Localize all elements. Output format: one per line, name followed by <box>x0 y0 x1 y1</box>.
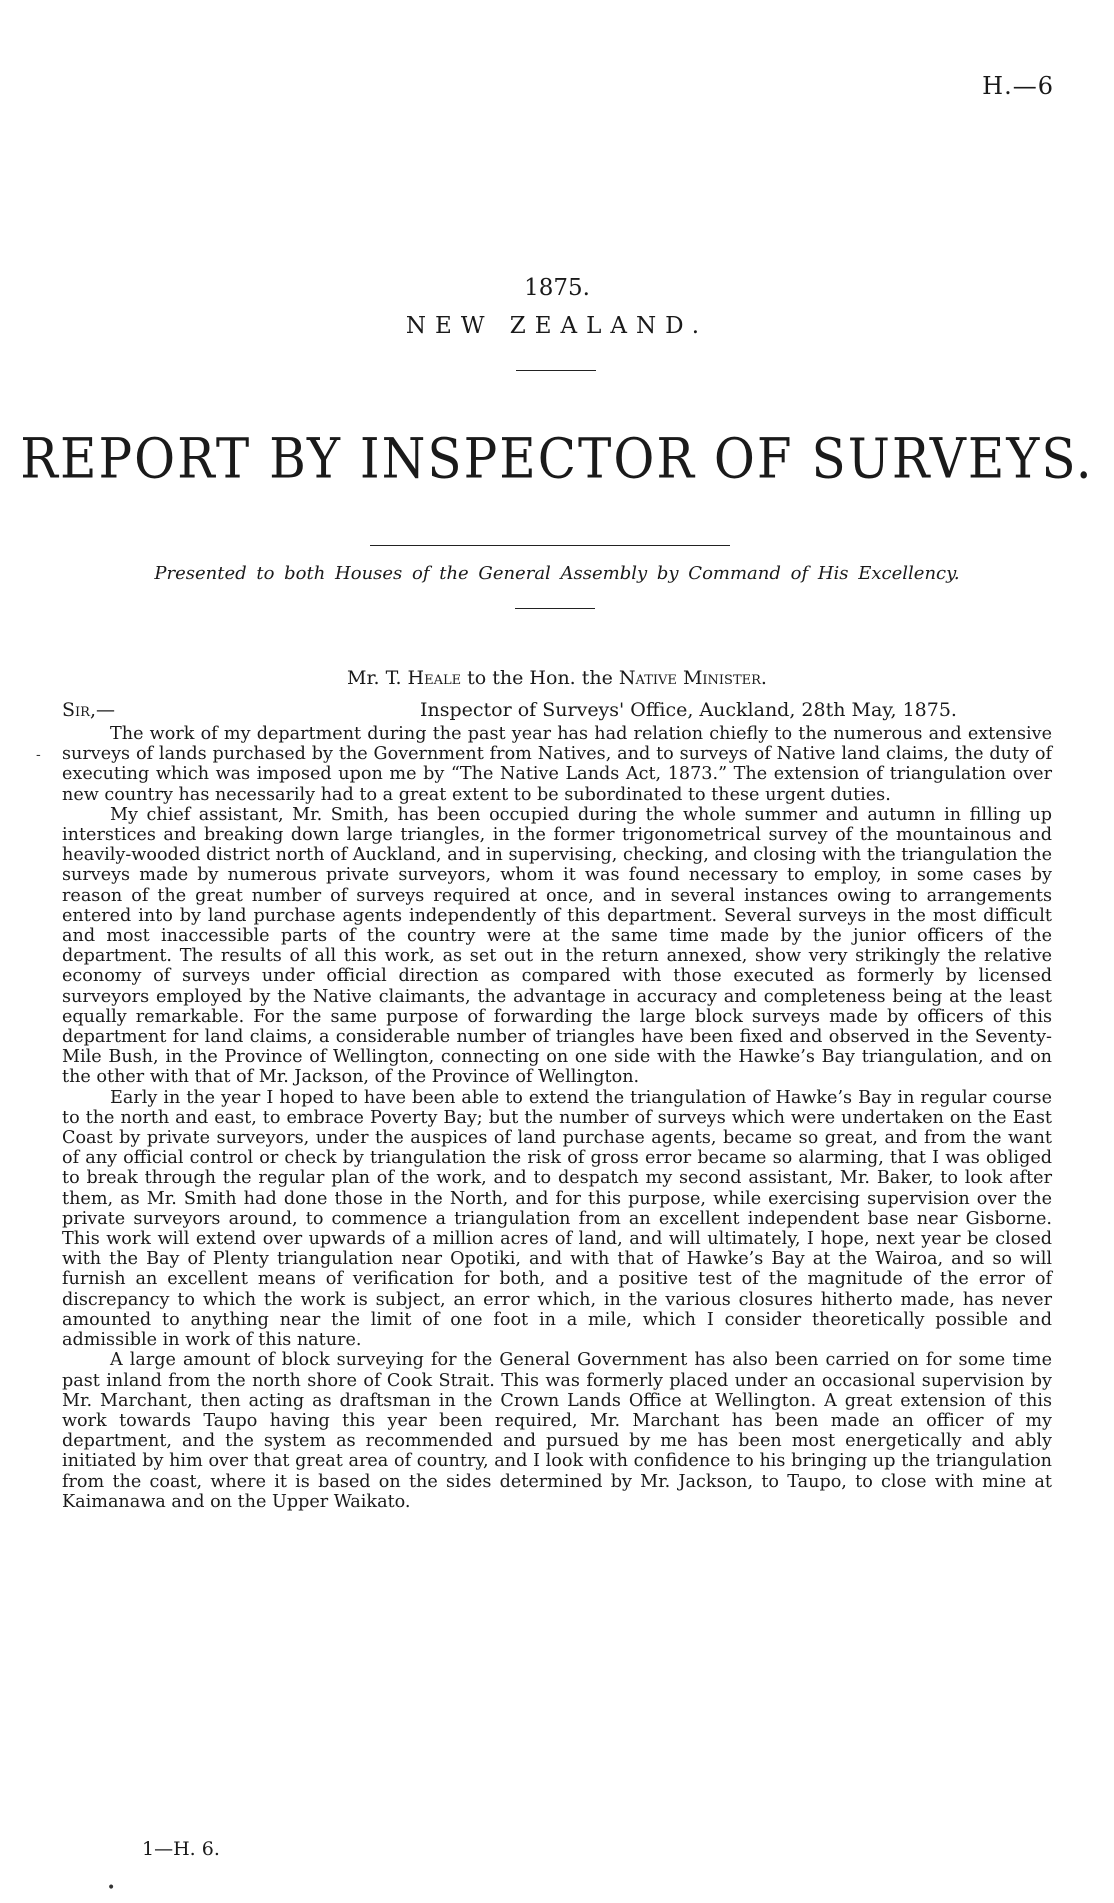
paragraph: Early in the year I hoped to have been able to extend the triangulation of Hawke’s Bay in regular course to the north and east, to embrace Poverty Bay; but the number of surveys which were undertaken on the East Coast by private surveyors, under the auspices of land purchase agents, became so great, and from the want of any official control or check by triangulation the risk of gross error became so alarming, that I was obliged to break through the regular plan of the work, and to despatch my second assistant, Mr. Baker, to look after them, as Mr. Smith had done those in the North, and for this purpose, while exercising supervision over the private surveyors around, to commence a triangulation from an excellent independent base near Gisborne. This work will extend over upwards of a million acres of land, and will ultimately, I hope, next year be closed with the Bay of Plenty triangulation near Opotiki, and with that of Hawke’s Bay at the Wairoa, and so will furnish an excellent means of verification for both, and a positive test of the magnitude of the error of discrepancy to which the work is subject, an error which, in the various closures hitherto made, has never amounted to anything near the limit of one foot in a mile, which I consider theoretically possible and admissible in work of this nature. <box>62 1087 1052 1351</box>
heading-middle: to the Hon. the <box>461 667 619 689</box>
report-title: REPORT BY INSPECTOR OF SURVEYS. <box>20 427 1094 491</box>
paragraph: The work of my department during the past year has had relation chiefly to the numerous and extensive surveys of lands purchased by the Government from Natives, and to surveys of Native land claims, the duty of executing which was imposed upon me by “The Native Lands Act, 1873.” The extension of triangulation over new country has necessarily had to a great extent to be subordinated to these urgent duties. <box>62 724 1052 805</box>
letter-address: Inspector of Surveys' Office, Auckland, 28th May, 1875. <box>420 699 957 721</box>
letter-heading <box>0 667 1114 689</box>
heading-end: . <box>760 667 767 689</box>
heading-from: Mr. T. <box>347 667 408 689</box>
divider-rule <box>515 608 595 609</box>
presented-line: Presented to both Houses of the General Assembly by Command of His Excellency. <box>154 563 960 584</box>
divider-rule <box>516 370 596 371</box>
letter-body <box>62 724 1052 1512</box>
margin-mark: - <box>36 747 41 763</box>
publication-year: 1875. <box>524 275 590 301</box>
heading-sender-name: Heale <box>407 667 462 689</box>
salutation: Sir,— <box>62 699 115 721</box>
heading-recipient: Native Minister <box>618 667 761 689</box>
country-heading: NEW ZEALAND. <box>405 313 709 339</box>
paragraph: A large amount of block surveying for the General Government has also been carried on for some time past inland from the north shore of Cook Strait. This was formerly placed under an occasional supervision by Mr. Marchant, then acting as draftsman in the Crown Lands Office at Wellington. A great extension of this work towards Taupo having this year been required, Mr. Marchant has been made an officer of my department, and the system as recommended and pursued by me has been most energetically and ably initiated by him over that great area of country, and I look with confidence to his bringing up the triangulation from the coast, where it is based on the sides determined by Mr. Jackson, to Taupo, to close with mine at Kaimanawa and on the Upper Waikato. <box>62 1350 1052 1512</box>
document-code: H.—6 <box>982 72 1054 100</box>
margin-mark: • <box>107 1880 116 1896</box>
page-signature: 1—H. 6. <box>142 1838 220 1860</box>
paragraph: My chief assistant, Mr. Smith, has been occupied during the whole summer and autumn in filling up interstices and breaking down large triangles, in the former trigonometrical survey of the mountainous and heavily-wooded district north of Auckland, and in supervising, checking, and closing with the triangulation the surveys made by numerous private surveyors, whom it was found necessary to employ, in some cases by reason of the great number of surveys required at once, and in several instances owing to arrangements entered into by land purchase agents independently of this department. Several surveys in the most difficult and most inaccessible parts of the country were at the same time made by the junior officers of the department. The results of all this work, as set out in the return annexed, show very strikingly the relative economy of surveys under official direction as compared with those executed as formerly by licensed surveyors employed by the Native claimants, the advantage in accuracy and completeness being at the least equally remarkable. For the same purpose of forwarding the large block surveys made by officers of this department for land claims, a considerable number of triangles have been fixed and observed in the Seventy-Mile Bush, in the Province of Wellington, connecting on one side with the Hawke’s Bay triangulation, and on the other with that of Mr. Jackson, of the Province of Wellington. <box>62 804 1052 1088</box>
divider-rule <box>370 545 730 546</box>
